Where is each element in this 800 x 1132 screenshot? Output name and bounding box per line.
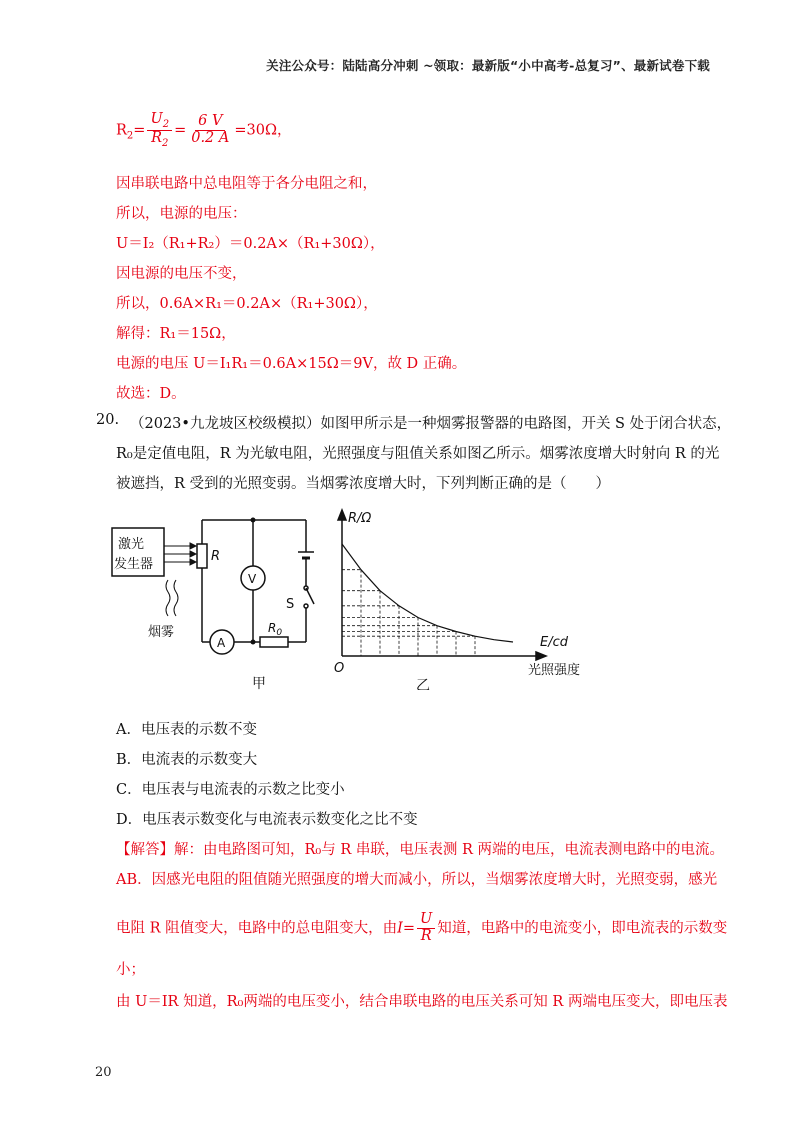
r0-symbol: R: [268, 621, 277, 635]
fraction-u2-r2: [147, 112, 172, 149]
frac-den: R: [151, 129, 163, 146]
frac-num: U: [150, 111, 163, 127]
solution-line-4: U＝I₂（R₁+R₂）＝0.2A×（R₁+30Ω），: [116, 236, 385, 252]
origin-label: O: [334, 661, 345, 676]
solution-line-7: 解得：R₁＝15Ω，: [116, 326, 236, 342]
option-a: A．电压表的示数不变: [116, 722, 257, 738]
ohm-eq: =: [402, 920, 416, 937]
y-axis-label: R/Ω: [348, 511, 372, 526]
page-header: 关注公众号：陆陆高分冲刺 ~领取：最新版“小中高考-总复习”、最新试卷下载: [266, 58, 710, 73]
ohm-fraction: [417, 912, 435, 945]
question-number: 20.: [96, 412, 120, 428]
ammeter-label: A: [217, 636, 226, 650]
solution-line-8: 电源的电压 U＝I₁R₁＝0.6A×15Ω＝9V，故 D 正确。: [116, 356, 467, 372]
r2-formula: [116, 112, 291, 149]
laser-label-1: 激光: [118, 537, 145, 552]
smoke-icon: [166, 580, 178, 616]
light-arrows: [164, 543, 196, 565]
caption-yi: 乙: [416, 678, 430, 690]
r2-symbol: R: [116, 122, 127, 139]
fraction-6v-02a: [188, 114, 232, 147]
page-number: 20: [95, 1065, 112, 1080]
solution-line-5: 因电源的电压不变，: [116, 266, 247, 282]
resistor-label: R: [211, 549, 221, 564]
solution-line-2: 因串联电路中总电阻等于各分电阻之和，: [116, 176, 377, 192]
option-b: B．电流表的示数变大: [116, 752, 258, 768]
frac-den-sub: 2: [162, 137, 169, 149]
eq-sign: =: [133, 122, 146, 139]
resistor-r0: [260, 637, 288, 647]
ohm-i: I: [397, 920, 403, 937]
answer-line-5: 由 U＝IR 知道，R₀两端的电压变小，结合串联电路的电压关系可知 R 两端电压变大，即电压表: [116, 994, 728, 1010]
answer-line-1: [116, 838, 724, 859]
graph-yi: [328, 506, 598, 690]
circuit-diagram-jia: [110, 508, 325, 694]
x-axis-name: 光照强度: [528, 663, 581, 678]
resistance-curve: [342, 544, 513, 642]
question-line-1: （2023•九龙坡区校级模拟）如图甲所示是一种烟雾报警器的电路图，开关 S 处于闭合状态，: [130, 416, 732, 432]
graph-guides: [342, 570, 475, 656]
smoke-label: 烟雾: [148, 625, 175, 640]
solution-line-6: 所以，0.6A×R₁＝0.2A×（R₁+30Ω），: [116, 296, 378, 312]
option-d: D．电压表示数变化与电流表示数变化之比不变: [116, 812, 418, 828]
r0-sub: 0: [276, 628, 283, 638]
laser-label-2: 发生器: [114, 557, 154, 572]
frac2-den: 0.2 A: [191, 129, 230, 146]
switch-s: [304, 586, 314, 608]
graph-axes: [338, 510, 546, 660]
answer-l3a: 电阻 R 阻值变大，电路中的总电阻变大，由: [116, 920, 398, 937]
photoresistor-r: [197, 544, 207, 568]
r2-sub: 2: [126, 130, 134, 142]
solution-line-9: 故选：D。: [116, 386, 186, 402]
answer-l1: 解：由电路图可知，R₀与 R 串联，电压表测 R 两端的电压，电流表测电路中的电流。: [174, 842, 724, 858]
x-axis-label: E/cd: [540, 635, 568, 650]
answer-tag: 【解答】: [116, 842, 174, 858]
ohm-den: R: [420, 927, 432, 944]
question-line-3: 被遮挡，R 受到的光照变弱。当烟雾浓度增大时，下列判断正确的是（ ）: [116, 476, 611, 492]
answer-line-3: [116, 912, 727, 945]
option-c: C．电压表与电流表的示数之比变小: [116, 782, 345, 798]
caption-jia: 甲: [252, 676, 266, 692]
answer-line-4: 小；: [116, 962, 145, 978]
frac-num-sub: 2: [162, 118, 170, 130]
battery-icon: [298, 552, 314, 564]
r0-label: [268, 621, 282, 638]
voltmeter-label: V: [248, 572, 257, 586]
eq-sign-2: =: [174, 122, 187, 139]
answer-line-2: AB．因感光电阻的阻值随光照强度的增大而减小，所以，当烟雾浓度增大时，光照变弱，感光: [116, 872, 718, 888]
ohm-num: U: [417, 912, 435, 929]
frac2-num: 6 V: [195, 114, 225, 131]
solution-line-3: 所以，电源的电压：: [116, 206, 247, 222]
answer-l3b: 知道，电路中的电流变小，即电流表的示数变: [437, 920, 728, 937]
switch-label: S: [286, 597, 295, 612]
r2-result: =30Ω，: [234, 122, 292, 139]
question-line-2: R₀是定值电阻，R 为光敏电阻，光照强度与阻值关系如图乙所示。烟雾浓度增大时射向 R 的光: [116, 446, 720, 462]
